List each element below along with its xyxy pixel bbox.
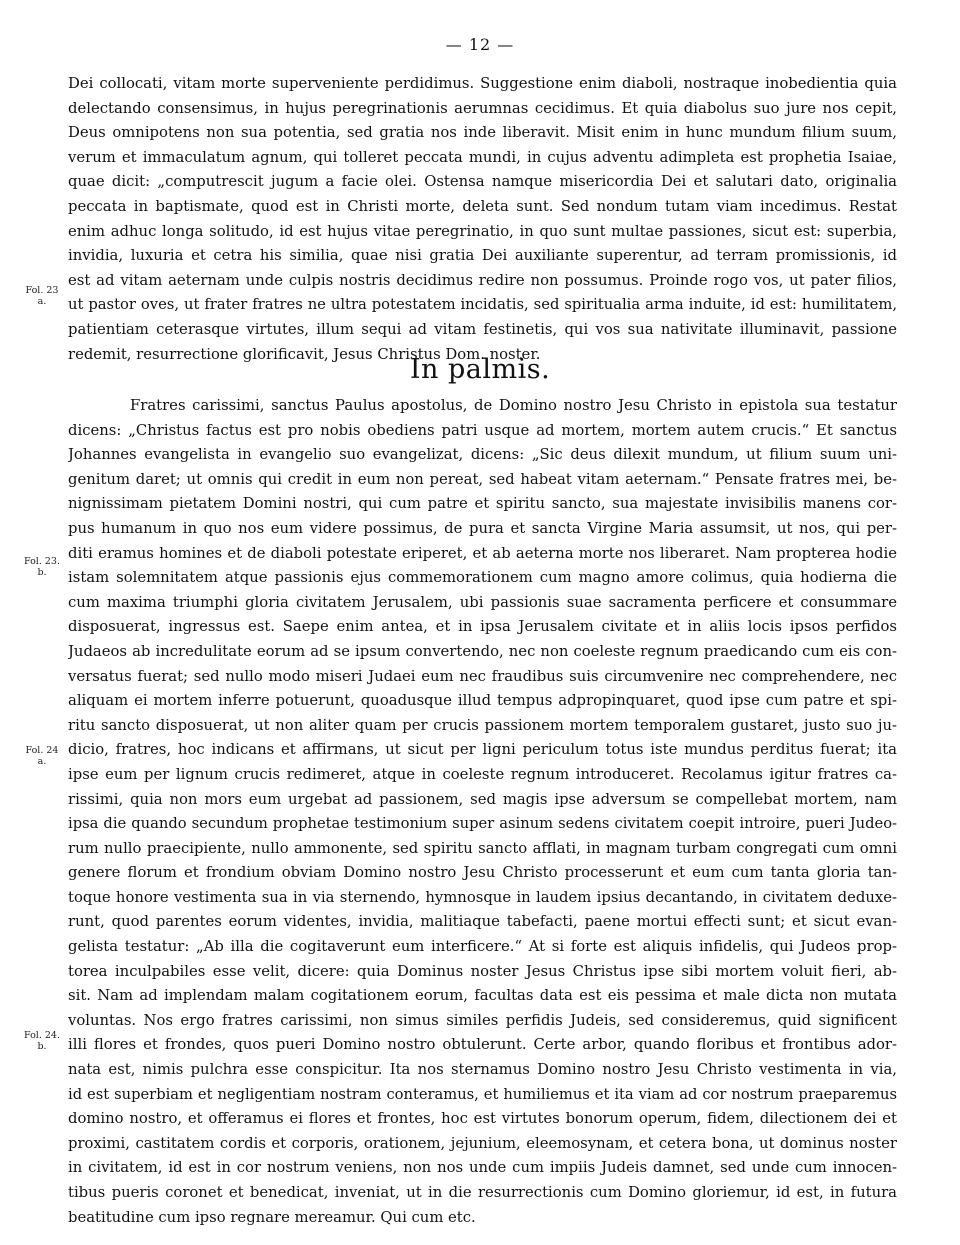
text-line: ritu sancto disposuerat, ut non aliter quam per crucis passionem mortem temporalem gustaret, justo suo ju- (68, 716, 897, 734)
text-line: dicio, fratres, hoc indicans et affirmans, ut sicut per ligni periculum totus iste mundus perditus fuerat; ita (68, 741, 897, 759)
folio-note-side: b. (37, 1041, 47, 1052)
text-line: cum maxima triumphi gloria civitatem Jerusalem, ubi passionis suae sacramenta perficere et consummare (68, 593, 897, 611)
text-line: patientiam ceterasque virtutes, illum sequi ad vitam festinetis, qui vos sua nativitate illuminavit, passione (68, 320, 897, 338)
text-line: domino nostro, et offeramus ei flores et frontes, hoc est virtutes bonorum operum, fidem, dilectionem dei et (68, 1110, 897, 1128)
section-1-text (68, 72, 897, 367)
text-line: beatitudine cum ipso regnare mereamur. Qui cum etc. (68, 1208, 476, 1226)
folio-note-1 (18, 285, 66, 307)
text-line: gelista testatur: „Ab illa die cogitaverunt eum interficere.“ At si forte est aliquis infidelis, qui Judeos prop- (68, 938, 897, 956)
text-line: est ad vitam aeternam unde culpis nostris decidimus redire non possumus. Proinde rogo vos, ut pater filios, (68, 271, 897, 289)
text-line: rum nullo praecipiente, nullo ammonente, sed spiritu sancto afflati, in magnam turbam congregati cum omni (68, 839, 897, 857)
text-line: ipsa die quando secundum prophetae testimonium super asinum sedens civitatem coepit introire, pueri Judeo- (68, 815, 897, 833)
text-line: ut pastor oves, ut frater fratres ne ultra potestatem incidatis, sed spiritualia arma induite, id est: humilitatem, (68, 296, 897, 314)
text-line: tibus pueris coronet et benedicat, inveniat, ut in die resurrectionis cum Domino gloriemur, id est, in futura (68, 1184, 897, 1201)
folio-note-label: Fol. 23. (24, 556, 60, 567)
text-line: disposuerat, ingressus est. Saepe enim antea, et in ipsa Jerusalem civitate et in aliis locis ipsos perfidos (68, 618, 897, 636)
text-line: pus humanum in quo nos eum videre possimus, de pura et sancta Virgine Maria assumsit, ut nos, qui per- (68, 519, 897, 537)
text-line: invidia, luxuria et cetra his similia, quae nisi gratia Dei auxiliante superentur, ad terram promissionis, id (68, 247, 897, 265)
text-line: nignissimam pietatem Domini nostri, qui cum patre et spiritu sancto, sua majestate invisibilis manens cor- (68, 495, 897, 513)
folio-note-side: a. (37, 756, 47, 767)
folio-note-label: Fol. 24 (25, 745, 59, 756)
text-line: torea inculpabiles esse velit, dicere: quia Dominus noster Jesus Christus ipse sibi mortem voluit fieri, ab- (68, 962, 897, 980)
text-line: peccata in baptismate, quod est in Christi morte, deleta sunt. Sed nondum tutam viam incedimus. Restat (68, 197, 897, 215)
text-line: dicens: „Christus factus est pro nobis obediens patri usque ad mortem, mortem autem crucis.“ Et sanctus (68, 421, 897, 439)
folio-note-side: a. (37, 296, 47, 307)
text-line: quae dicit: „computrescit jugum a facie olei. Ostensa namque misericordia Dei et salutari dato, originalia (68, 173, 897, 191)
section-heading: In palmis. (409, 354, 551, 385)
text-line: genere florum et frondium obviam Domino nostro Jesu Christo processerunt et eum cum tanta gloria tan- (68, 864, 897, 882)
folio-note-label: Fol. 24. (24, 1030, 60, 1041)
text-line: redemit, resurrectione glorificavit, Jesus Christus Dom. noster. (68, 345, 541, 363)
section-2-text (68, 394, 897, 1230)
text-line: ipse eum per lignum crucis redimeret, atque in coeleste regnum introduceret. Recolamus igitur fratres ca- (68, 765, 897, 783)
text-line: Fratres carissimi, sanctus Paulus apostolus, de Domino nostro Jesu Christo in epistola sua testatur (130, 397, 897, 414)
text-line: rissimi, quia non mors eum urgebat ad passionem, sed magis ipse adversum se compellebat mortem, nam (68, 790, 897, 808)
text-line: genitum daret; ut omnis qui credit in eum non pereat, sed habeat vitam aeternam.“ Pensate fratres mei, be- (68, 470, 897, 488)
text-line: Deus omnipotens non sua potentia, sed gratia nos inde liberavit. Misit enim in hunc mundum filium suum, (68, 124, 897, 142)
text-line: illi flores et frondes, quos pueri Domino nostro obtulerunt. Certe arbor, quando floribus et frontibus ador- (68, 1036, 897, 1054)
text-line: istam solemnitatem atque passionis ejus commemorationem cum magno amore colimus, quia hodierna die (68, 569, 897, 587)
text-line: diti eramus homines et de diaboli potestate eriperet, et ab aeterna morte nos liberaret. Nam propterea hodie (68, 544, 897, 562)
folio-note-4 (18, 1030, 66, 1052)
text-line: nata est, nimis pulchra esse conspicitur. Ita nos sternamus Domino nostro Jesu Christo vestimenta in via, (68, 1061, 897, 1079)
text-line: in civitatem, id est in cor nostrum veniens, non nos unde cum impiis Judeis damnet, sed unde cum innocen- (68, 1159, 897, 1177)
folio-note-3 (18, 745, 66, 767)
text-line: sit. Nam ad implendam malam cogitationem eorum, facultas data est eis pessima et male dicta non mutata (68, 987, 897, 1005)
text-line: enim adhuc longa solitudo, id est hujus vitae peregrinatio, in quo sunt multae passiones, sicut est: superbia, (68, 222, 897, 240)
folio-note-side: b. (37, 567, 47, 578)
text-line: verum et immaculatum agnum, qui tolleret peccata mundi, in cujus adventu adimpleta est prophetia Isaiae, (68, 148, 897, 166)
text-line: Judaeos ab incredulitate eorum ad se ipsum convertendo, nec non coeleste regnum praedicando cum eis con- (68, 642, 897, 660)
folio-note-2 (18, 556, 66, 578)
text-line: runt, quod parentes eorum videntes, invidia, malitiaque tabefacti, paene mortui effecti sunt; et sicut evan- (68, 913, 897, 931)
page-number: — 12 — (445, 35, 515, 54)
text-line: proximi, castitatem cordis et corporis, orationem, jejunium, eleemosynam, et cetera bona, ut dominus noster (68, 1134, 897, 1152)
text-line: Johannes evangelista in evangelio suo evangelizat, dicens: „Sic deus dilexit mundum, ut filium suum uni- (68, 446, 897, 464)
text-line: voluntas. Nos ergo fratres carissimi, non simus similes perfidis Judeis, sed consideremus, quid significent (68, 1011, 897, 1029)
text-line: versatus fuerat; sed nullo modo miseri Judaei eum nec fraudibus suis circumvenire nec comprehendere, nec (68, 667, 897, 685)
text-line: aliquam ei mortem inferre potuerunt, quoadusque illud tempus adpropinquaret, quod ipse cum patre et spi- (68, 692, 897, 710)
text-line: Dei collocati, vitam morte superveniente perdidimus. Suggestione enim diaboli, nostraque inobedientia quia (68, 75, 897, 92)
text-line: toque honore vestimenta sua in via sternendo, hymnosque in laudem ipsius decantando, in civitatem deduxe- (68, 888, 897, 906)
folio-note-label: Fol. 23 (25, 285, 59, 296)
text-line: id est superbiam et negligentiam nostram conteramus, et humiliemus et ita viam ad cor nostrum praeparemus (68, 1085, 897, 1103)
text-line: delectando consensimus, in hujus peregrinationis aerumnas cecidimus. Et quia diabolus suo jure nos cepit, (68, 99, 897, 117)
